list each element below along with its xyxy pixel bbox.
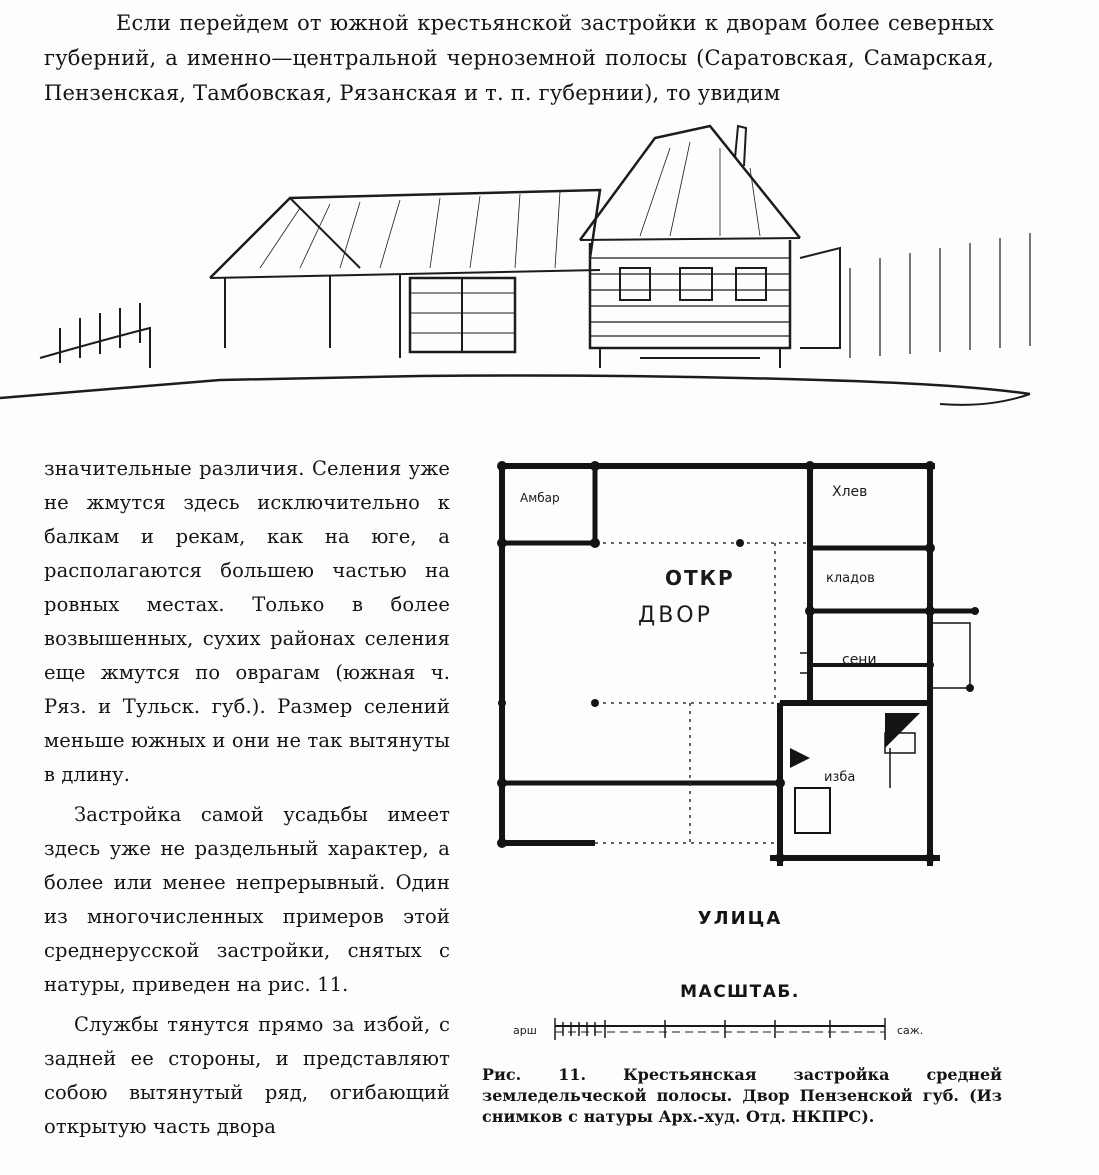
plan-label-ambar: Амбар [520, 491, 560, 505]
floor-plan [490, 448, 990, 868]
paragraph-3: Службы тянутся прямо за избой, с задней ее стороны, и представляют собою вытянутый ряд, огибающий открытую часть двора [44, 1013, 450, 1138]
top-paragraph: Если перейдем от южной крестьянской застройки к дворам более северных губерний, а именно—центральной черноземной полосы (Саратовская, Самарская, Пензенская, Тамбовская, Рязанская и т. п. губернии), то увидим [44, 11, 994, 105]
floor-plan-drawing [490, 448, 990, 868]
scale-title: МАСШТАБ. [680, 982, 800, 1002]
body-column [44, 452, 450, 1150]
plan-label-kladov: кладов [826, 571, 875, 586]
plan-label-hlev: Хлев [832, 484, 868, 500]
plan-label-dvor: ДВОР [638, 603, 713, 628]
scale-right-label: саж. [897, 1024, 924, 1037]
plan-label-izba: изба [824, 770, 856, 785]
paragraph-2: Застройка самой усадьбы имеет здесь уже не раздельный характер, а более или менее непрерывный. Один из многочисленных примеров этой среднерусской застройки, снятых с натуры, приведен на рис. 11. [44, 803, 450, 996]
scale-left-label: арш [513, 1024, 537, 1037]
scale-bar [505, 1010, 975, 1050]
house-illustration [0, 118, 1099, 418]
figure-caption: Рис. 11. Крестьянская застройка средней земледельческой полосы. Двор Пензенской губ. (Из снимков с натуры Арх.-худ. Отд. НКПРС). [482, 1065, 1002, 1126]
plan-label-otkr: ОТКР [665, 566, 735, 590]
paragraph-1: значительные различия. Селения уже не жмутся здесь исключительно к балкам и рекам, как на юге, а располагаются большею частью на ровных местах. Только в более возвышенных, сухих районах селения еще жмутся по оврагам (южная ч. Ряз. и Тульск. губ.). Размер селений меньше южных и они не так вытянуты в длину. [44, 457, 450, 786]
street-label: УЛИЦА [697, 908, 783, 929]
plan-label-seni: сени [842, 652, 877, 668]
